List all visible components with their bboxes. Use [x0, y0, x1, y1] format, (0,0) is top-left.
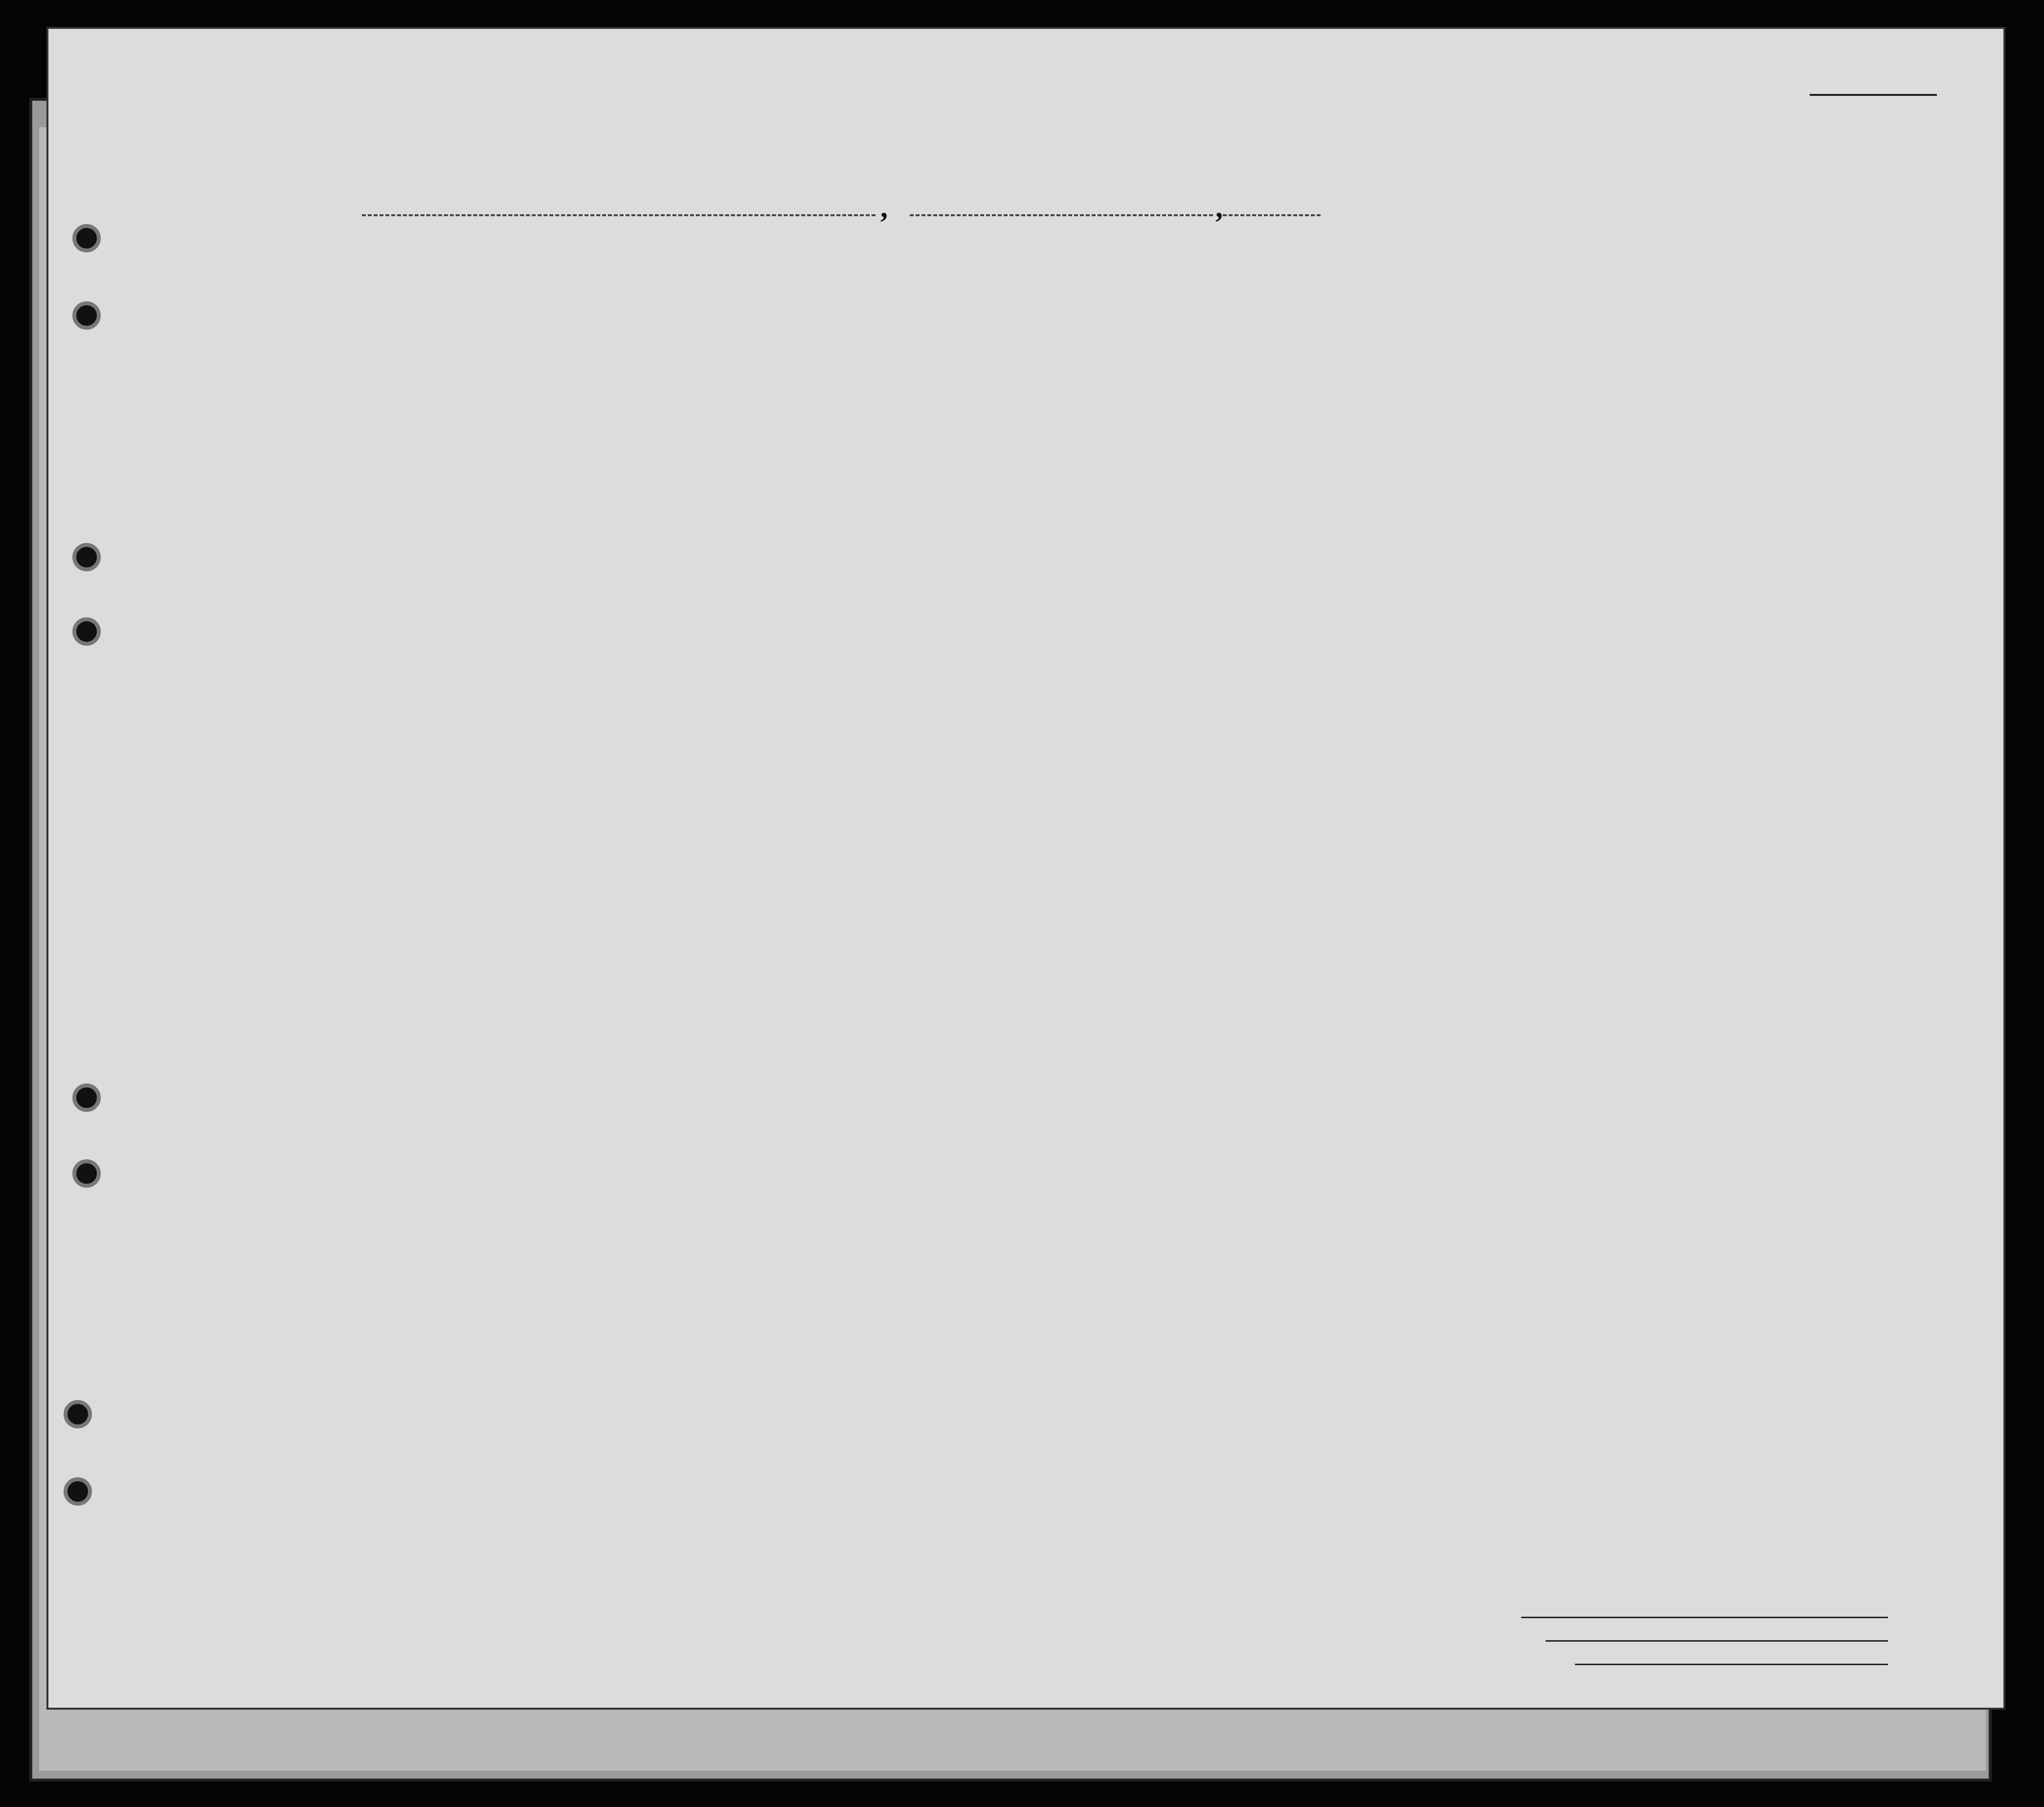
col-number [185, 230, 434, 259]
col-header-polygamist [1334, 274, 1360, 411]
punch-hole [72, 617, 101, 646]
col-header-deported [1526, 274, 1544, 411]
comma: , [880, 191, 888, 224]
col-header-labor-offer [1462, 274, 1498, 411]
col-number [1294, 230, 1332, 259]
col-number [434, 230, 596, 259]
punch-hole [64, 1477, 92, 1506]
col-header-anarchist [1364, 274, 1391, 411]
col-header-return [1188, 311, 1220, 408]
col-number [1738, 230, 1825, 259]
col-number [1596, 230, 1659, 259]
col-number [1525, 230, 1545, 259]
col-number [1393, 230, 1461, 259]
punch-hole [64, 1400, 92, 1428]
line-signature-rule [1521, 1617, 1888, 1618]
comma: , [1215, 191, 1223, 224]
col-header-citizen [1258, 311, 1292, 408]
col-number [1545, 230, 1596, 259]
col-header-overthrow [1399, 274, 1453, 411]
col-number [1499, 230, 1525, 259]
col-number [1825, 230, 1952, 259]
col-number [722, 230, 754, 259]
col-number [118, 230, 185, 259]
col-number [754, 230, 938, 259]
col-number [1332, 230, 1362, 259]
col-header-feet [1661, 362, 1681, 406]
punch-hole [72, 301, 101, 330]
col-number [1659, 230, 1703, 259]
col-number [1187, 230, 1294, 259]
punch-hole [72, 224, 101, 252]
col-number [629, 230, 722, 259]
owners-signature-rule [1546, 1640, 1888, 1642]
col-number [938, 230, 1187, 259]
col-header-ticket [598, 269, 627, 391]
col-header-complexion [1705, 313, 1736, 386]
col-number [1461, 230, 1499, 259]
col-header-inches [1683, 362, 1702, 406]
punch-hole [72, 1159, 101, 1188]
col-number [1362, 230, 1393, 259]
col-header-length [1223, 311, 1255, 408]
punch-hole [72, 1084, 101, 1112]
col-header-excluded [1501, 274, 1523, 411]
col-header-fifty-dollars [724, 269, 752, 391]
col-number [596, 230, 629, 259]
punch-hole [72, 543, 101, 571]
col-header-prison [1296, 274, 1330, 411]
col-number [1703, 230, 1738, 259]
agents-signature-rule [1575, 1664, 1888, 1665]
